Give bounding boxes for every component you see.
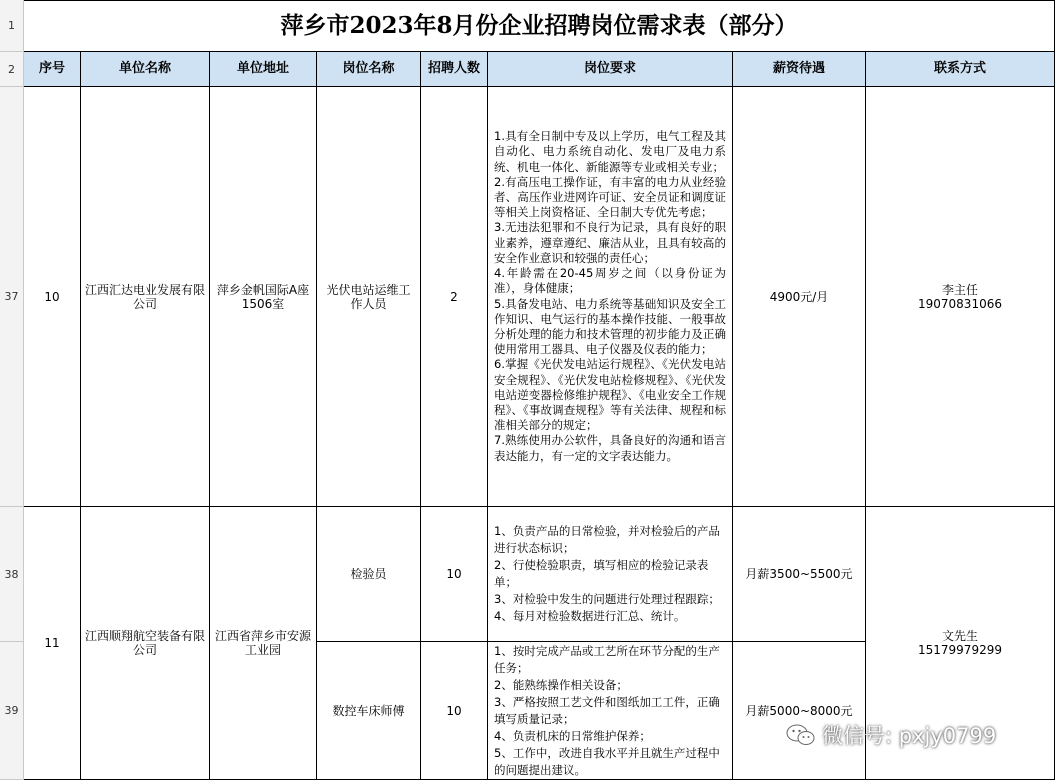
header-contact: 联系方式 [866,52,1055,87]
row-header-39[interactable]: 39 [0,642,24,780]
table-cell-salary[interactable]: 4900元/月 [733,87,866,507]
header-company: 单位名称 [81,52,210,87]
row-header-37[interactable]: 37 [0,87,24,507]
table-cell-requirements[interactable]: 1.具有全日制中专及以上学历，电气工程及其自动化、电力系统自动化、发电厂及电力系统、机电一体化、新能源等专业或相关专业； 2.有高压电工操作证，有丰富的电力从业经验者、高压作业进网许可证、安全员证和调度证等相关上岗资格证、全日制大专优先考虑； 3.无违法犯罪和不良行为记录，具有良好的职业素养，遵章遵纪、廉洁从业，且具有较高的安全作业意识和较强的责任心； 4.年龄需在20-45周岁之间（以身份证为准），身体健康； 5.具备发电站、电力系统等基础知识及安全工作知识、电气运行的基本操作技能、一般事故分析处理的能力和技术管理的初步能力及正确使用常用工器具、电子仪器及仪表的能力； 6.掌握《光伏发电站运行规程》、《光伏发电站安全规程》、《光伏发电站检修规程》、《光伏发电站逆变器检修维护规程》、《电业安全工作规程》、《事故调查规程》等有关法律、规程和标准相关部分的规定； 7.熟练使用办公软件，具备良好的沟通和语言表达能力，有一定的文字表达能力。 [488,87,733,507]
table-cell-position[interactable]: 光伏电站运维工作人员 [317,87,421,507]
table-cell-requirements[interactable]: 1、按时完成产品或工艺所在环节分配的生产任务； 2、能熟练操作相关设备； 3、严格按照工艺文件和图纸加工工件，正确填写质量记录； 4、负责机床的日常维护保养； 5、工作中，改进自我水平并且就生产过程中的问题提出建议。 [488,642,733,780]
table-cell-company[interactable]: 江西顺翔航空装备有限公司 [81,507,210,780]
table-cell-position[interactable]: 检验员 [317,507,421,642]
table-cell-requirements[interactable]: 1、负责产品的日常检验，并对检验后的产品进行状态标识； 2、行使检验职责，填写相应的检验记录表单； 3、对检验中发生的问题进行处理过程跟踪； 4、每月对检验数据进行汇总、统计。 [488,507,733,642]
row-header-1[interactable]: 1 [0,0,24,52]
row-header-38[interactable]: 38 [0,507,24,642]
header-position: 岗位名称 [317,52,421,87]
table-cell-contact[interactable] [866,87,1055,507]
table-cell-count[interactable]: 2 [421,87,488,507]
table-cell-position[interactable]: 数控车床师傅 [317,642,421,780]
table-cell-count[interactable]: 10 [421,642,488,780]
contact-phone: 19070831066 [918,296,1002,311]
contact-phone: 15179979299 [918,643,1002,657]
page-title: 萍乡市2023年8月份企业招聘岗位需求表（部分） [24,0,1055,52]
header-salary: 薪资待遇 [733,52,866,87]
table-cell-count[interactable]: 10 [421,507,488,642]
table-cell-salary[interactable]: 月薪5000~8000元 [733,642,866,780]
table-cell-salary[interactable]: 月薪3500~5500元 [733,507,866,642]
table-cell-seq[interactable]: 10 [24,87,81,507]
table-cell-company[interactable]: 江西汇达电业发展有限公司 [81,87,210,507]
table-cell-address[interactable]: 江西省萍乡市安源工业园 [210,507,317,780]
contact-name: 文先生 [941,629,978,643]
watermark-text: 微信号: pxjy0799 [822,724,997,748]
header-address: 单位地址 [210,52,317,87]
table-cell-address[interactable]: 萍乡金帆国际A座1506室 [210,87,317,507]
table-cell-contact[interactable] [866,507,1055,780]
table-cell-seq[interactable]: 11 [24,507,81,780]
contact-name: 李主任 [941,282,978,297]
row-header-2[interactable]: 2 [0,52,24,87]
header-requirements: 岗位要求 [488,52,733,87]
header-count: 招聘人数 [421,52,488,87]
header-seq: 序号 [24,52,81,87]
